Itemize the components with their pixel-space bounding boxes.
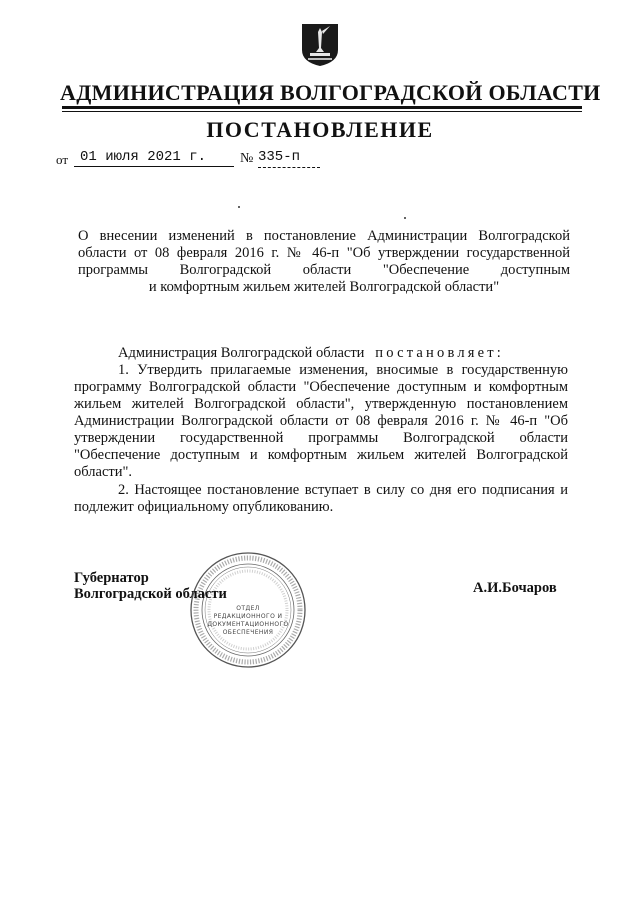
signatory-title [74, 570, 227, 602]
scan-speck [238, 206, 240, 208]
organization-title: АДМИНИСТРАЦИЯ ВОЛГОГРАДСКОЙ ОБЛАСТИ [60, 80, 601, 105]
document-subject [78, 228, 570, 296]
volgograd-coat-of-arms-icon [300, 22, 340, 68]
header-rule-thin [62, 111, 582, 112]
subject-line: О внесении изменений в постановление Администрации Волгоградской [78, 228, 570, 244]
stamp-text-line: ОБЕСПЕЧЕНИЯ [222, 629, 274, 636]
document-date: 01 июля 2021 г. [74, 149, 234, 167]
subject-line: и комфортным жильем жителей Волгоградской области" [148, 279, 500, 295]
document-number: 335-п [258, 149, 320, 168]
signatory-name: А.И.Бочаров [473, 580, 557, 596]
subject-line: области от 08 февраля 2016 г. № 46-п "Об утверждении государственной [78, 245, 570, 261]
subject-line: программы Волгоградской области "Обеспечение доступным [78, 262, 570, 278]
stamp-center-text [188, 605, 308, 637]
signatory-title-line: Волгоградской области [74, 586, 227, 602]
document-type-title: ПОСТАНОВЛЕНИЕ [206, 117, 434, 142]
date-prefix: от [56, 152, 69, 167]
decree-subject: Администрация Волгоградской области [118, 345, 365, 361]
paragraph-1: 1. Утвердить прилагаемые изменения, вносимые в государственную программу Волгоградской области "Обеспечение доступным и комфортным жильем жителей Волгоградской области", утвержденную постановлением Администрации Волгоградской области от 08 февраля 2016 г. № 46-п "Об утверждении государственной программы Волгоградской области "Обеспечение доступным и комфортным жильем жителей Волгоградской области". [74, 362, 568, 480]
stamp-text-line: ОТДЕЛ [236, 605, 260, 612]
stamp-text-line: РЕДАКЦИОННОГО И [213, 613, 283, 620]
signatory-title-line: Губернатор [74, 570, 149, 586]
paragraph-2: 2. Настоящее постановление вступает в силу со дня его подписания и подлежит официальному опубликованию. [74, 482, 568, 515]
stamp-text-line: ДОКУМЕНТАЦИОННОГО [207, 621, 289, 628]
number-label: № [240, 151, 254, 166]
header-rule-thick [62, 106, 582, 109]
decree-verb: постановляет: [375, 345, 505, 361]
decree-line [74, 345, 568, 362]
scan-speck [404, 217, 406, 219]
